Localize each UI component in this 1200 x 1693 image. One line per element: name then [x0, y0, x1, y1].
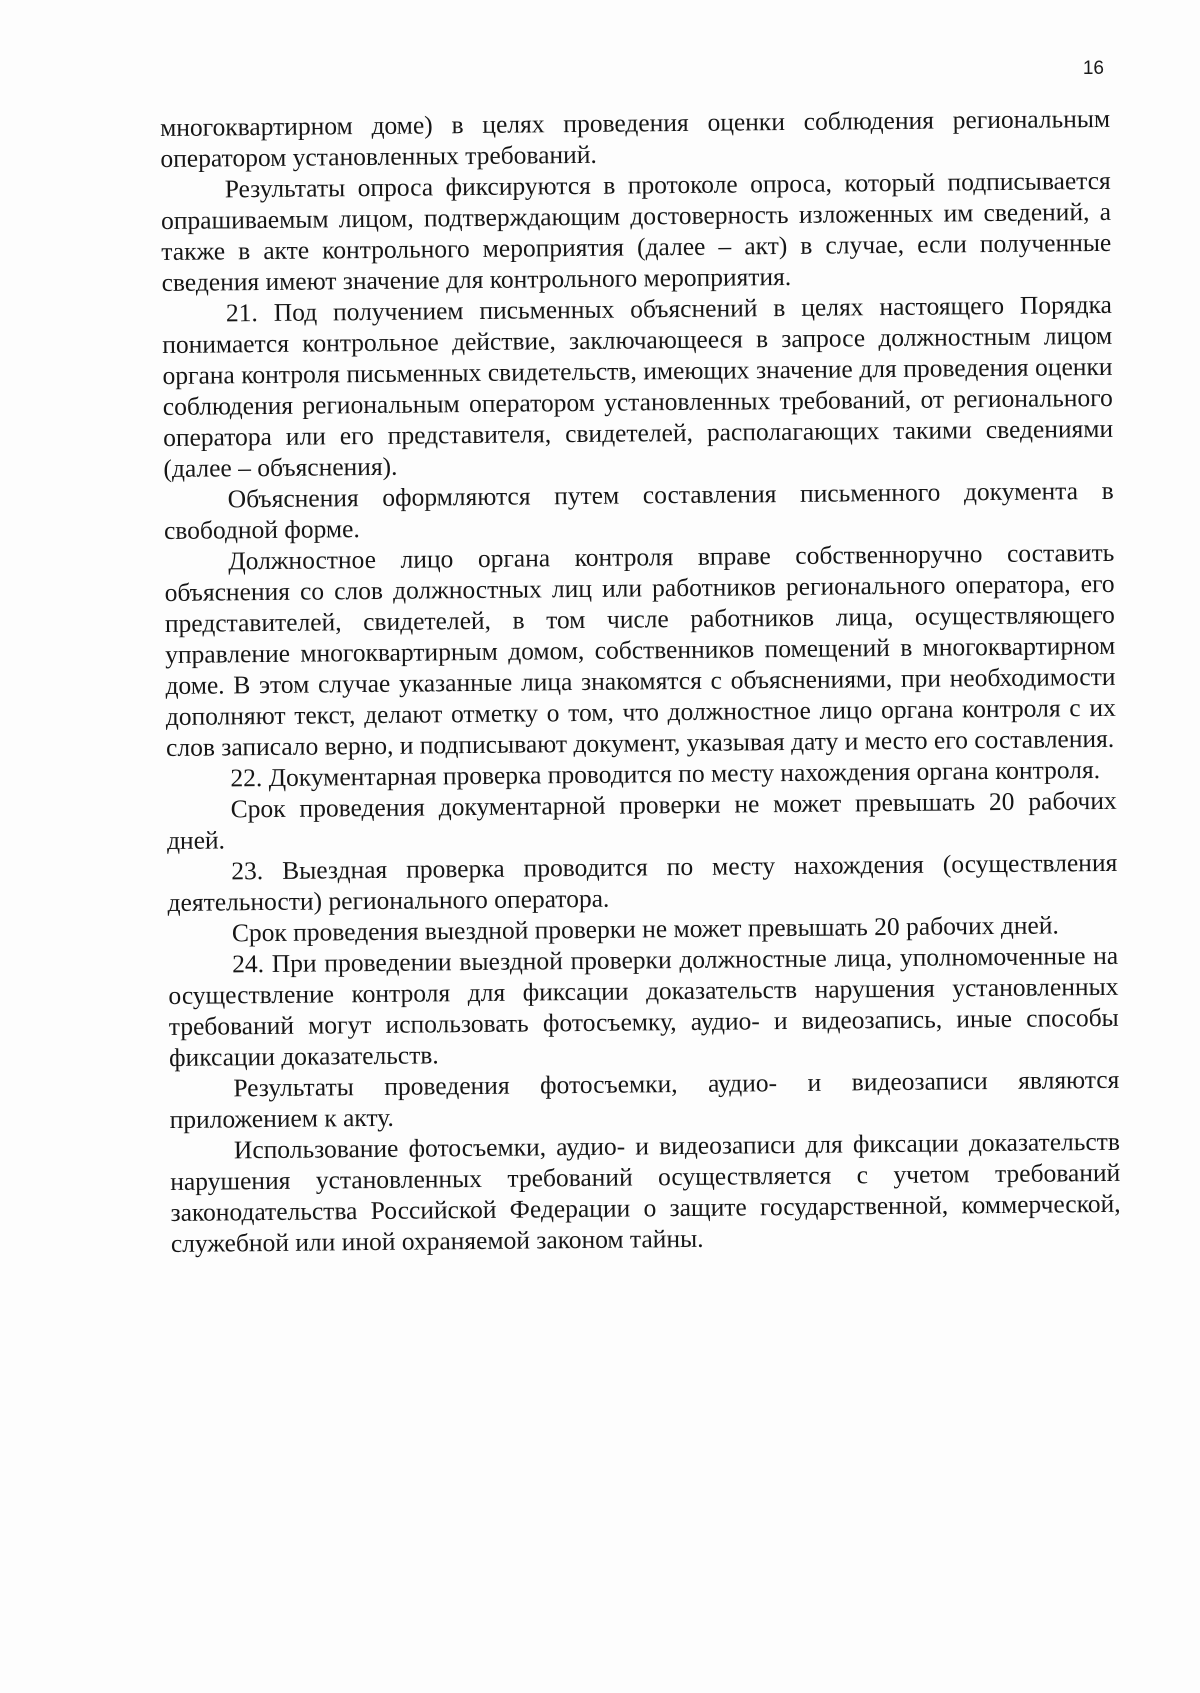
paragraph: 24. При проведении выездной проверки должностные лица, уполномоченные на осуществление контроля для фиксации доказательств нарушения установленных требований могут использовать фотосъемку, аудио- и видеозапись, иные способы фиксации доказательств.	[168, 940, 1119, 1072]
document-body	[160, 103, 1121, 1259]
paragraph: Объяснения оформляются путем составления письменного документа в свободной форме.	[163, 475, 1114, 545]
page-number: 16	[1082, 58, 1104, 79]
paragraph: 22. Документарная проверка проводится по месту нахождения органа контроля.	[230, 755, 1101, 793]
paragraph: Результаты опроса фиксируются в протоколе опроса, который подписывается опрашиваемым лицом, подтверждающим достоверность изложенных им сведений, а также в акте контрольного мероприятия (далее – акт) в случае, если полученные сведения имеют значение для контрольного мероприятия.	[160, 165, 1112, 297]
paragraph: Использование фотосъемки, аудио- и видеозаписи для фиксации доказательств нарушения установленных требований осуществляется с учетом требований законодательства Российской Федерации о защите государственной, коммерческой, служебной или иной охраняемой законом тайны.	[170, 1126, 1121, 1258]
paragraph: 21. Под получением письменных объяснений в целях настоящего Порядка понимается контрольное действие, заключающееся в запросе должностным лицом органа контроля письменных свидетельств, имеющих значение для проведения оценки соблюдения региональным оператором установленных требований, от регионального оператора или его представителя, свидетелей, располагающих такими сведениями (далее – объяснения).	[162, 289, 1114, 483]
paragraph: 23. Выездная проверка проводится по месту нахождения (осуществления деятельности) регионального оператора.	[167, 847, 1118, 917]
paragraph: Результаты проведения фотосъемки, аудио- и видеозаписи являются приложением к акту.	[169, 1064, 1120, 1134]
paragraph: Срок проведения выездной проверки не может превышать 20 рабочих дней.	[231, 910, 1059, 948]
paragraph: многоквартирном доме) в целях проведения оценки соблюдения региональным оператором установленных требований.	[160, 103, 1111, 173]
paragraph: Должностное лицо органа контроля вправе собственноручно составить объяснения со слов должностных лиц или работников регионального оператора, его представителей, свидетелей, в том числе работников лица, осуществляющего управление многоквартирным домом, собственников помещений в многоквартирном доме. В этом случае указанные лица знакомятся с объяснениями, при необходимости дополняют текст, делают отметку о том, что должностное лицо органа контроля с их слов записало верно, и подписывают документ, указывая дату и место его составления.	[164, 537, 1116, 762]
paragraph: Срок проведения документарной проверки не может превышать 20 рабочих дней.	[166, 785, 1117, 855]
